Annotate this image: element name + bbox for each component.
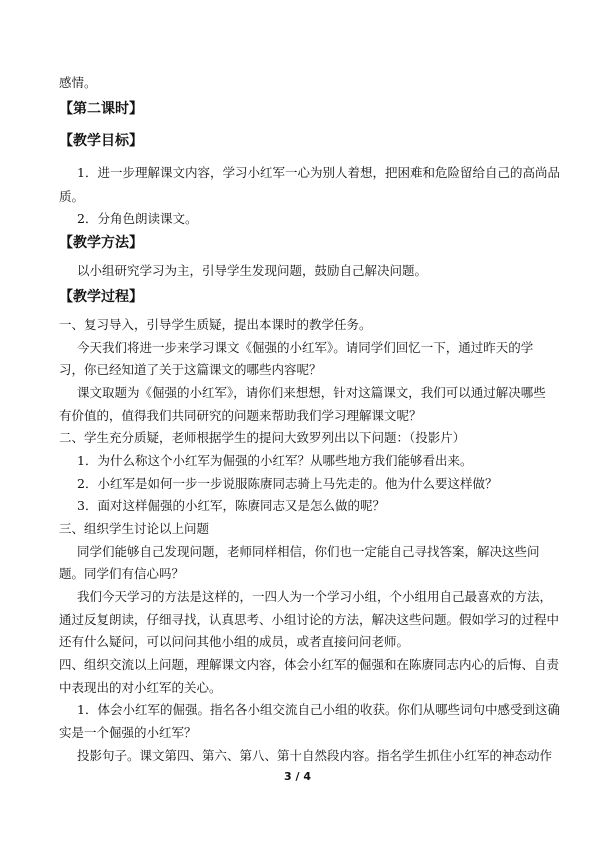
page-number: 3 / 4 (284, 770, 311, 783)
section-heading-teaching-goals: 【教学目标】 (59, 133, 143, 149)
text-line-26: 中表现出的对小红军的关心。 (59, 680, 222, 695)
text-line-15: 二、学生充分质疑，老师根据学生的提问大致罗列出以下问题：（投影片） (59, 430, 466, 445)
text-line-5: 质。 (59, 189, 85, 204)
text-line-4: 1．进一步理解课文内容，学习小红军一心为别人着想，把困难和危险留给自己的高尚品 (77, 165, 560, 180)
section-heading-second-lesson: 【第二课时】 (59, 101, 143, 117)
text-line-11: 今天我们将进一步来学习课文《倔强的小红军》。请同学们回忆一下，通过昨天的学 (77, 340, 534, 355)
text-line-12: 习，你已经知道了关于这篇课文的哪些内容呢？ (59, 362, 322, 377)
text-line-22: 我们今天学习的方法是这样的，一四人为一个学习小组，个小组用自己最喜欢的方法， (77, 589, 553, 604)
text-line-10: 一、复习导入，引导学生质疑，提出本课时的教学任务。 (59, 317, 372, 332)
section-heading-teaching-process: 【教学过程】 (59, 289, 143, 305)
text-line-29: 投影句子。课文第四、第六、第八、第十自然段内容。指名学生抓住小红军的神态动作 (77, 748, 553, 763)
text-line-21: 题。同学们有信心吗？ (59, 566, 185, 581)
text-line-13: 课文取题为《倔强的小红军》，请你们来想想，针对这篇课文，我们可以通过解决哪些 (77, 385, 546, 400)
text-line-25: 四、组织交流以上问题，理解课文内容，体会小红军的倔强和在陈赓同志内心的后悔、自责 (59, 657, 560, 672)
text-line-19: 三、组织学生讨论以上问题 (59, 521, 210, 536)
text-line-18: 3．面对这样倔强的小红军，陈赓同志又是怎么做的呢？ (77, 498, 385, 513)
text-line-6: 2．分角色朗读课文。 (77, 211, 198, 226)
text-line-1: 感情。 (59, 75, 97, 90)
text-line-28: 实是一个倔强的小红军？ (59, 725, 197, 740)
text-line-20: 同学们能够自己发现问题，老师同样相信，你们也一定能自己寻找答案，解决这些问 (77, 544, 540, 559)
text-line-27: 1．体会小红军的倔强。指名各小组交流自己小组的收获。你们从哪些词句中感受到这确 (77, 702, 560, 717)
text-line-16: 1．为什么称这个小红军为倔强的小红军？从哪些地方我们能够看出来。 (77, 453, 473, 468)
text-line-8: 以小组研究学习为主，引导学生发现问题，鼓励自己解决问题。 (77, 263, 428, 278)
text-line-23: 通过反复朗读，仔细寻找，认真思考、小组讨论的方法，解决这些问题。假如学习的过程中 (59, 612, 560, 627)
text-line-14: 有价值的，值得我们共同研究的问题来帮助我们学习理解课文呢？ (59, 408, 422, 423)
section-heading-teaching-methods: 【教学方法】 (59, 235, 143, 251)
text-line-17: 2．小红军是如何一步一步说服陈赓同志骑上马先走的。他为什么要这样做？ (77, 476, 498, 491)
text-line-24: 还有什么疑问，可以问问其他小组的成员，或者直接问问老师。 (59, 634, 410, 649)
